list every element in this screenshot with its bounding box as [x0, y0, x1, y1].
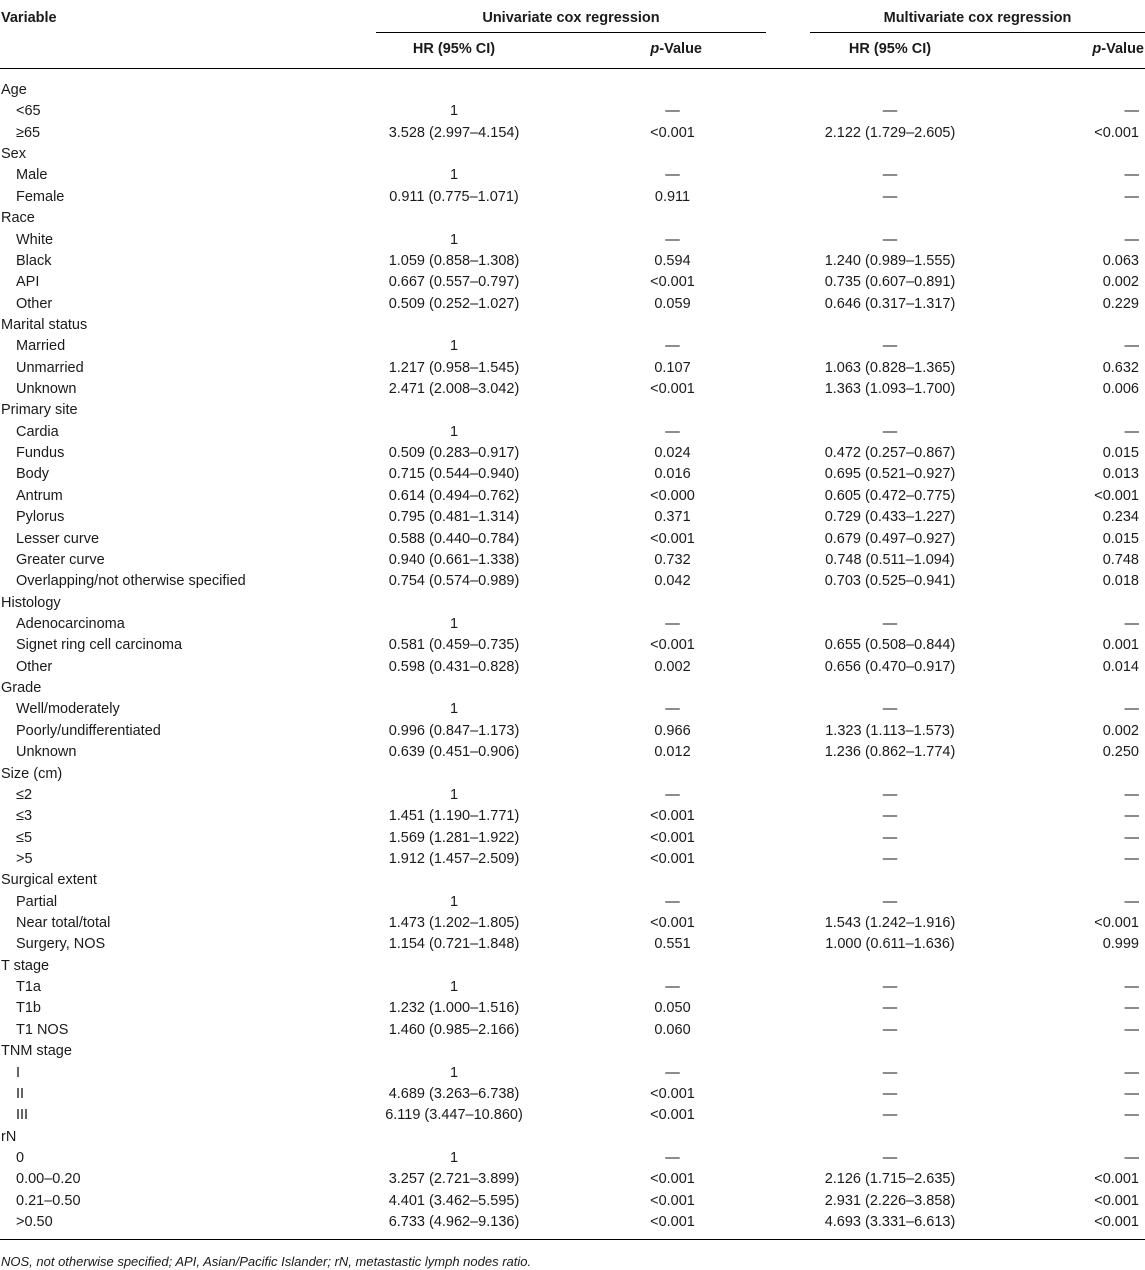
variable-cell: 0: [16, 1149, 25, 1166]
univariate-hr-cell: 1: [449, 615, 459, 632]
multivariate-p-cell: —: [1124, 786, 1139, 803]
multivariate-hr-cell: —: [882, 850, 898, 867]
variable-cell: Size (cm): [1, 765, 63, 782]
variable-cell: I: [16, 1064, 21, 1081]
multivariate-hr-cell: 0.605 (0.472–0.775): [824, 487, 956, 504]
multivariate-p-cell: 0.999: [1102, 936, 1139, 953]
variable-cell: Poorly/undifferentiated: [16, 722, 161, 739]
table-row: [0, 358, 1145, 379]
multivariate-hr-cell: 1.000 (0.611–1.636): [825, 936, 955, 953]
multivariate-hr-cell: 1.543 (1.242–1.916): [824, 915, 956, 932]
multivariate-hr-cell: —: [882, 615, 898, 632]
multivariate-p-cell: —: [1124, 829, 1139, 846]
univariate-p-cell: 0.371: [654, 509, 691, 526]
univariate-hr-cell: 1.232 (1.000–1.516): [388, 1000, 520, 1017]
multivariate-hr-cell: 0.472 (0.257–0.867): [824, 445, 956, 462]
footnote: NOS, not otherwise specified; API, Asian/Pacific Islander; rN, metastastic lymph nodes ratio.: [1, 1254, 532, 1269]
multivariate-p-cell: 0.002: [1102, 722, 1139, 739]
univariate-p-cell: 0.060: [654, 1021, 691, 1038]
variable-cell: Surgical extent: [1, 872, 97, 889]
multivariate-hr-cell: 1.063 (0.828–1.365): [824, 359, 956, 376]
table-body: [0, 80, 1145, 1233]
univariate-p-cell: <0.001: [650, 274, 695, 291]
multivariate-hr-cell: —: [882, 893, 898, 910]
multivariate-hr-cell: 0.748 (0.511–1.094): [825, 551, 955, 568]
multivariate-hr-cell: —: [882, 423, 898, 440]
table-row: [0, 977, 1145, 998]
univariate-p-cell: <0.001: [650, 1107, 695, 1124]
multivariate-p-cell: —: [1124, 167, 1139, 184]
multivariate-p-cell: <0.001: [1094, 915, 1139, 932]
multivariate-hr-cell: —: [882, 701, 898, 718]
table-row: [0, 892, 1145, 913]
univariate-hr-cell: 1: [449, 979, 459, 996]
multivariate-p-cell: —: [1124, 701, 1139, 718]
multivariate-p-cell: 0.632: [1102, 359, 1139, 376]
univariate-hr-cell: 0.667 (0.557–0.797): [388, 274, 520, 291]
table-row: [0, 443, 1145, 464]
univariate-hr-cell: 1: [449, 1064, 459, 1081]
multivariate-p-cell: 0.015: [1102, 445, 1139, 462]
multivariate-p-cell: 0.234: [1102, 509, 1139, 526]
multivariate-hr-cell: —: [882, 1000, 898, 1017]
multivariate-hr-cell: 1.323 (1.113–1.573): [825, 722, 955, 739]
univariate-hr-cell: 1: [449, 1149, 459, 1166]
univariate-hr-cell: 6.119 (3.447–10.860): [385, 1107, 523, 1124]
multivariate-p-cell: —: [1124, 231, 1139, 248]
multivariate-hr-cell: —: [882, 1107, 898, 1124]
univariate-p-cell: 0.016: [654, 466, 691, 483]
header-univariate-p: [650, 42, 702, 57]
univariate-p-cell: 0.732: [654, 551, 691, 568]
univariate-hr-cell: 1: [449, 423, 459, 440]
variable-cell: Surgery, NOS: [16, 936, 106, 953]
univariate-hr-cell: 1: [449, 701, 459, 718]
variable-cell: Other: [16, 295, 53, 312]
table-row: [0, 742, 1145, 763]
multivariate-hr-cell: 0.735 (0.607–0.891): [824, 274, 956, 291]
univariate-hr-cell: 0.581 (0.459–0.735): [388, 637, 520, 654]
table-row: [0, 1212, 1145, 1233]
univariate-p-cell: —: [665, 231, 680, 248]
univariate-p-cell: <0.001: [650, 1085, 695, 1102]
multivariate-hr-cell: —: [882, 338, 898, 355]
variable-cell: II: [16, 1085, 25, 1102]
univariate-hr-cell: 0.795 (0.481–1.314): [388, 509, 520, 526]
multivariate-hr-cell: —: [882, 786, 898, 803]
multivariate-hr-cell: —: [882, 231, 898, 248]
multivariate-p-cell: —: [1124, 1085, 1139, 1102]
header-multivariate: Multivariate cox regression: [883, 10, 1072, 26]
multivariate-p-cell: 0.002: [1102, 274, 1139, 291]
table-row: [0, 828, 1145, 849]
table-row: [0, 1063, 1145, 1084]
variable-cell: <65: [16, 103, 41, 120]
univariate-p-cell: —: [665, 1064, 680, 1081]
multivariate-hr-cell: 0.646 (0.317–1.317): [824, 295, 956, 312]
multivariate-hr-cell: —: [882, 188, 898, 205]
univariate-p-cell: —: [665, 1149, 680, 1166]
header-univariate: Univariate cox regression: [482, 10, 660, 26]
univariate-hr-cell: 1.451 (1.190–1.771): [388, 808, 520, 825]
table-group-row: [0, 870, 1145, 891]
univariate-hr-cell: 0.754 (0.574–0.989): [388, 573, 520, 590]
table-row: [0, 1020, 1145, 1041]
univariate-hr-cell: 1: [449, 231, 459, 248]
univariate-p-cell: 0.551: [654, 936, 691, 953]
univariate-p-cell: 0.594: [654, 252, 691, 269]
table-row: [0, 507, 1145, 528]
univariate-p-cell: —: [665, 338, 680, 355]
variable-cell: Cardia: [16, 423, 59, 440]
variable-cell: White: [16, 231, 54, 248]
variable-cell: Sex: [1, 146, 26, 163]
variable-cell: ≤3: [16, 808, 33, 825]
variable-cell: Black: [16, 252, 52, 269]
multivariate-hr-cell: —: [882, 103, 898, 120]
univariate-hr-cell: 1: [449, 786, 459, 803]
variable-cell: Primary site: [1, 402, 78, 419]
multivariate-hr-cell: 1.236 (0.862–1.774): [824, 744, 956, 761]
table-row: [0, 529, 1145, 550]
variable-cell: TNM stage: [1, 1043, 72, 1060]
univariate-hr-cell: 0.614 (0.494–0.762): [388, 487, 520, 504]
variable-cell: ≤2: [16, 786, 33, 803]
table-row: [0, 1169, 1145, 1190]
variable-cell: API: [16, 274, 40, 291]
variable-cell: Body: [16, 466, 50, 483]
univariate-p-cell: —: [665, 786, 680, 803]
table-row: [0, 571, 1145, 592]
table-row: [0, 336, 1145, 357]
multivariate-hr-cell: —: [882, 1021, 898, 1038]
univariate-hr-cell: 1.217 (0.958–1.545): [388, 359, 520, 376]
multivariate-p-cell: —: [1124, 1021, 1139, 1038]
variable-cell: T1a: [16, 979, 41, 996]
multivariate-p-cell: —: [1124, 615, 1139, 632]
multivariate-p-cell: —: [1124, 1107, 1139, 1124]
table-row: [0, 1148, 1145, 1169]
variable-cell: Partial: [16, 893, 58, 910]
table-row: [0, 422, 1145, 443]
table-row: [0, 785, 1145, 806]
multivariate-p-cell: <0.001: [1094, 1171, 1139, 1188]
variable-cell: 0.00–0.20: [16, 1171, 81, 1188]
table-row: [0, 165, 1145, 186]
univariate-p-cell: <0.001: [650, 381, 695, 398]
univariate-p-cell: <0.001: [650, 124, 695, 141]
variable-cell: Lesser curve: [16, 530, 100, 547]
variable-cell: Unmarried: [16, 359, 84, 376]
variable-cell: Adenocarcinoma: [16, 615, 125, 632]
univariate-hr-cell: 3.257 (2.721–3.899): [388, 1171, 520, 1188]
multivariate-p-cell: —: [1124, 338, 1139, 355]
multivariate-p-cell: 0.006: [1102, 381, 1139, 398]
univariate-hr-cell: 2.471 (2.008–3.042): [388, 381, 520, 398]
variable-cell: T1b: [16, 1000, 41, 1017]
univariate-p-cell: <0.001: [650, 1214, 695, 1231]
multivariate-p-cell: —: [1124, 1149, 1139, 1166]
variable-cell: Unknown: [16, 744, 77, 761]
table-group-row: [0, 208, 1145, 229]
univariate-p-cell: 0.107: [654, 359, 691, 376]
univariate-p-cell: <0.001: [650, 637, 695, 654]
table-group-row: [0, 956, 1145, 977]
table-row: [0, 721, 1145, 742]
table-row: [0, 1105, 1145, 1126]
multivariate-hr-cell: 0.679 (0.497–0.927): [824, 530, 956, 547]
multivariate-p-cell: 0.250: [1102, 744, 1139, 761]
multivariate-hr-cell: —: [882, 1085, 898, 1102]
table-row: [0, 123, 1145, 144]
multivariate-p-cell: 0.015: [1102, 530, 1139, 547]
multivariate-p-cell: 0.748: [1102, 551, 1139, 568]
univariate-hr-cell: 1.569 (1.281–1.922): [388, 829, 520, 846]
multivariate-hr-cell: 0.703 (0.525–0.941): [824, 573, 956, 590]
univariate-hr-cell: 0.598 (0.431–0.828): [388, 658, 520, 675]
univariate-p-cell: 0.966: [654, 722, 691, 739]
variable-cell: Race: [1, 210, 35, 227]
table-row: [0, 657, 1145, 678]
univariate-hr-cell: 0.715 (0.544–0.940): [388, 466, 520, 483]
multivariate-hr-cell: 0.729 (0.433–1.227): [824, 509, 956, 526]
multivariate-p-cell: 0.014: [1102, 658, 1139, 675]
table-row: [0, 614, 1145, 635]
table-group-row: [0, 593, 1145, 614]
multivariate-hr-cell: 2.122 (1.729–2.605): [824, 124, 956, 141]
variable-cell: Female: [16, 188, 65, 205]
variable-cell: Married: [16, 338, 66, 355]
multivariate-p-cell: —: [1124, 1064, 1139, 1081]
multivariate-p-cell: 0.001: [1102, 637, 1139, 654]
variable-cell: Male: [16, 167, 48, 184]
univariate-p-cell: —: [665, 167, 680, 184]
univariate-hr-cell: 0.588 (0.440–0.784): [388, 530, 520, 547]
multivariate-hr-cell: —: [882, 979, 898, 996]
table-group-row: [0, 80, 1145, 101]
univariate-hr-cell: 0.639 (0.451–0.906): [388, 744, 520, 761]
univariate-p-cell: 0.024: [654, 445, 691, 462]
univariate-hr-cell: 1.460 (0.985–2.166): [388, 1021, 520, 1038]
p-rest: -Value: [659, 41, 702, 57]
multivariate-p-cell: —: [1124, 103, 1139, 120]
table-row: [0, 187, 1145, 208]
variable-cell: Signet ring cell carcinoma: [16, 637, 183, 654]
table-row: [0, 998, 1145, 1019]
univariate-p-cell: —: [665, 979, 680, 996]
multivariate-hr-cell: 1.240 (0.989–1.555): [824, 252, 956, 269]
table-row: [0, 699, 1145, 720]
univariate-p-cell: 0.002: [654, 658, 691, 675]
multivariate-rule: [810, 32, 1145, 33]
table-row: [0, 379, 1145, 400]
univariate-hr-cell: 0.940 (0.661–1.338): [388, 551, 520, 568]
table-group-row: [0, 1127, 1145, 1148]
univariate-hr-cell: 6.733 (4.962–9.136): [388, 1214, 520, 1231]
univariate-hr-cell: 1: [449, 167, 459, 184]
variable-cell: >5: [16, 850, 33, 867]
multivariate-p-cell: 0.063: [1102, 252, 1139, 269]
univariate-p-cell: <0.001: [650, 1171, 695, 1188]
variable-cell: III: [16, 1107, 29, 1124]
univariate-hr-cell: 4.401 (3.462–5.595): [388, 1192, 520, 1209]
univariate-p-cell: 0.059: [654, 295, 691, 312]
multivariate-hr-cell: —: [882, 1064, 898, 1081]
multivariate-p-cell: <0.001: [1094, 487, 1139, 504]
table-group-row: [0, 764, 1145, 785]
univariate-hr-cell: 4.689 (3.263–6.738): [388, 1085, 520, 1102]
univariate-p-cell: —: [665, 103, 680, 120]
multivariate-p-cell: 0.018: [1102, 573, 1139, 590]
table-group-row: [0, 678, 1145, 699]
variable-cell: Grade: [1, 680, 42, 697]
multivariate-hr-cell: —: [882, 167, 898, 184]
multivariate-hr-cell: —: [882, 808, 898, 825]
p-rest: -Value: [1101, 41, 1144, 57]
table-group-row: [0, 144, 1145, 165]
multivariate-p-cell: —: [1124, 1000, 1139, 1017]
variable-cell: 0.21–0.50: [16, 1192, 81, 1209]
p-italic: p: [650, 41, 660, 57]
variable-cell: ≤5: [16, 829, 33, 846]
univariate-p-cell: —: [665, 615, 680, 632]
multivariate-p-cell: <0.001: [1094, 1192, 1139, 1209]
multivariate-p-cell: 0.013: [1102, 466, 1139, 483]
univariate-p-cell: <0.001: [650, 850, 695, 867]
univariate-p-cell: <0.001: [650, 1192, 695, 1209]
table-row: [0, 913, 1145, 934]
variable-cell: Fundus: [16, 445, 65, 462]
univariate-hr-cell: 1.059 (0.858–1.308): [388, 252, 520, 269]
table-row: [0, 1084, 1145, 1105]
multivariate-p-cell: <0.001: [1094, 1214, 1139, 1231]
univariate-p-cell: <0.001: [650, 915, 695, 932]
variable-cell: ≥65: [16, 124, 41, 141]
variable-cell: T stage: [1, 957, 50, 974]
univariate-p-cell: —: [665, 423, 680, 440]
multivariate-hr-cell: 0.656 (0.470–0.917): [824, 658, 956, 675]
table-row: [0, 272, 1145, 293]
univariate-hr-cell: 1.473 (1.202–1.805): [388, 915, 520, 932]
variable-cell: Overlapping/not otherwise specified: [16, 573, 246, 590]
table-row: [0, 101, 1145, 122]
header-multivariate-p: [1092, 42, 1144, 57]
variable-cell: Greater curve: [16, 551, 105, 568]
univariate-p-cell: <0.001: [650, 808, 695, 825]
multivariate-hr-cell: 2.931 (2.226–3.858): [824, 1192, 956, 1209]
variable-cell: Well/moderately: [16, 701, 120, 718]
table-row: [0, 550, 1145, 571]
table-row: [0, 934, 1145, 955]
table-row: [0, 230, 1145, 251]
univariate-p-cell: —: [665, 701, 680, 718]
univariate-p-cell: <0.000: [650, 487, 695, 504]
variable-cell: Near total/total: [16, 915, 111, 932]
header-multivariate-hr: HR (95% CI): [848, 41, 932, 57]
multivariate-hr-cell: 4.693 (3.331–6.613): [824, 1214, 956, 1231]
variable-cell: Pylorus: [16, 509, 65, 526]
univariate-hr-cell: 0.996 (0.847–1.173): [388, 722, 520, 739]
table-row: [0, 251, 1145, 272]
multivariate-hr-cell: —: [882, 1149, 898, 1166]
multivariate-p-cell: —: [1124, 808, 1139, 825]
univariate-p-cell: <0.001: [650, 829, 695, 846]
multivariate-p-cell: —: [1124, 423, 1139, 440]
variable-cell: Histology: [1, 594, 61, 611]
bottom-rule: [0, 1239, 1145, 1240]
univariate-hr-cell: 1: [449, 893, 459, 910]
univariate-hr-cell: 1.154 (0.721–1.848): [388, 936, 520, 953]
table-row: [0, 1191, 1145, 1212]
header-variable: Variable: [1, 10, 57, 26]
univariate-hr-cell: 1: [449, 338, 459, 355]
univariate-hr-cell: 3.528 (2.997–4.154): [388, 124, 520, 141]
univariate-rule: [376, 32, 766, 33]
variable-cell: rN: [1, 1128, 17, 1145]
multivariate-p-cell: <0.001: [1094, 124, 1139, 141]
multivariate-hr-cell: —: [882, 829, 898, 846]
variable-cell: Marital status: [1, 316, 88, 333]
univariate-p-cell: 0.050: [654, 1000, 691, 1017]
variable-cell: Unknown: [16, 381, 77, 398]
univariate-hr-cell: 1.912 (1.457–2.509): [388, 850, 520, 867]
multivariate-hr-cell: 1.363 (1.093–1.700): [824, 381, 956, 398]
univariate-p-cell: 0.042: [654, 573, 691, 590]
p-italic: p: [1092, 41, 1102, 57]
multivariate-p-cell: 0.229: [1102, 295, 1139, 312]
multivariate-hr-cell: 0.655 (0.508–0.844): [824, 637, 956, 654]
univariate-hr-cell: 0.911 (0.775–1.071): [389, 188, 519, 205]
table-group-row: [0, 400, 1145, 421]
variable-cell: Other: [16, 658, 53, 675]
table-group-row: [0, 315, 1145, 336]
table-row: [0, 849, 1145, 870]
univariate-p-cell: <0.001: [650, 530, 695, 547]
multivariate-p-cell: —: [1124, 979, 1139, 996]
header-univariate-hr: HR (95% CI): [412, 41, 496, 57]
table-row: [0, 635, 1145, 656]
multivariate-hr-cell: 2.126 (1.715–2.635): [824, 1171, 956, 1188]
univariate-hr-cell: 0.509 (0.283–0.917): [388, 445, 520, 462]
univariate-hr-cell: 0.509 (0.252–1.027): [388, 295, 520, 312]
header-rule: [0, 68, 1145, 69]
variable-cell: Age: [1, 82, 27, 98]
univariate-p-cell: 0.911: [654, 188, 691, 205]
univariate-p-cell: 0.012: [654, 744, 691, 761]
multivariate-p-cell: —: [1124, 188, 1139, 205]
univariate-p-cell: —: [665, 893, 680, 910]
variable-cell: Antrum: [16, 487, 63, 504]
univariate-hr-cell: 1: [449, 103, 459, 120]
table-row: [0, 806, 1145, 827]
variable-cell: T1 NOS: [16, 1021, 69, 1038]
table-row: [0, 294, 1145, 315]
table-row: [0, 486, 1145, 507]
table-group-row: [0, 1041, 1145, 1062]
multivariate-p-cell: —: [1124, 893, 1139, 910]
multivariate-p-cell: —: [1124, 850, 1139, 867]
variable-cell: >0.50: [16, 1214, 53, 1231]
multivariate-hr-cell: 0.695 (0.521–0.927): [824, 466, 956, 483]
table-row: [0, 464, 1145, 485]
